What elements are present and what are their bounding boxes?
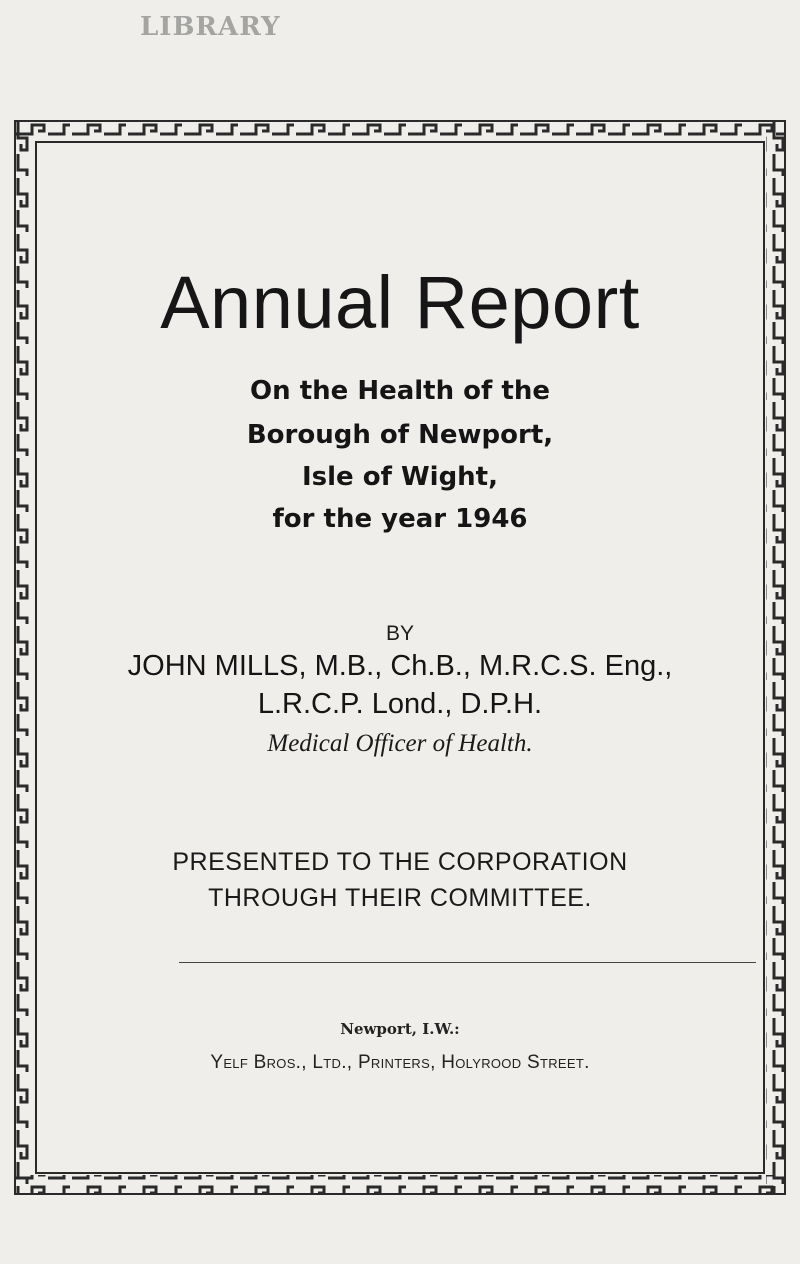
report-title: Annual Report <box>160 261 640 344</box>
by-label: BY <box>385 622 414 645</box>
title-page <box>14 120 786 1195</box>
presented-line-2: THROUGH THEIR COMMITTEE. <box>208 884 592 912</box>
subtitle-line-3: Isle of Wight, <box>302 462 498 492</box>
subtitle-line-1: On the Health of the <box>250 376 550 406</box>
subtitle-line-2: Borough of Newport, <box>246 420 554 450</box>
author-line-2: L.R.C.P. Lond., D.P.H. <box>257 688 543 720</box>
author-line-1: JOHN MILLS, M.B., Ch.B., M.R.C.S. Eng., <box>127 650 673 682</box>
presented-line-1: PRESENTED TO THE CORPORATION <box>172 848 628 876</box>
subtitle-line-4: for the year 1946 <box>272 504 528 534</box>
imprint-place: Newport, I.W.: <box>340 1020 460 1038</box>
imprint-printer: Yelf Bros., Ltd., Printers, Holyrood Street. <box>210 1052 590 1073</box>
divider-rule <box>179 962 756 963</box>
author-role: Medical Officer of Health. <box>267 730 533 757</box>
library-stamp: LIBRARY <box>140 12 281 42</box>
